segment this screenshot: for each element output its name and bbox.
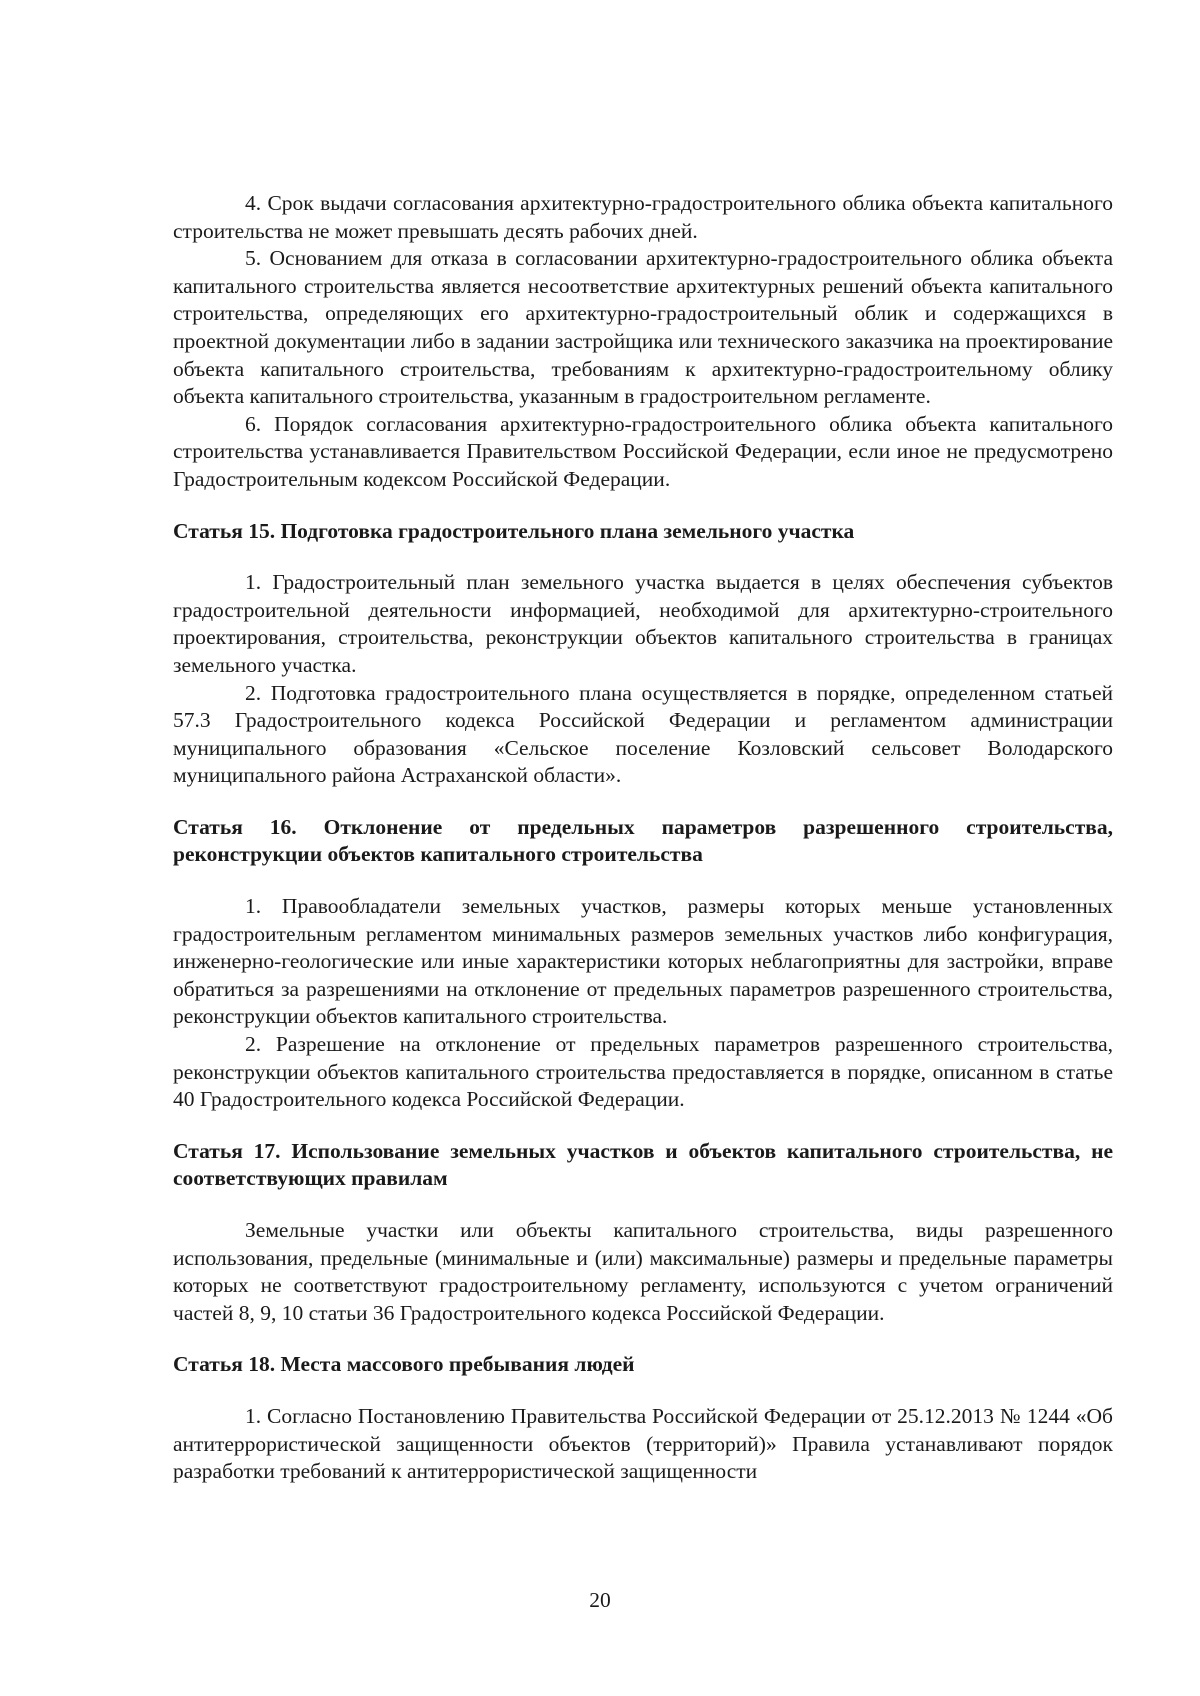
paragraph: 4. Срок выдачи согласования архитектурно-градостроительного облика объекта капитального строительства не может превышать десять рабочих дней.: [173, 191, 1113, 243]
article-15-heading: Статья 15. Подготовка градостроительного плана земельного участка: [173, 518, 855, 543]
paragraph: 1. Согласно Постановлению Правительства Российской Федерации от 25.12.2013 № 1244 «Об антитеррористической защищенности объектов (территорий)» Правила устанавливают порядок разработки требований к антитеррористической защищенности: [173, 1403, 1113, 1484]
paragraph: 2. Разрешение на отклонение от предельных параметров разрешенного строительства, реконструкции объектов капитального строительства предоставляется в порядке, описанном в статье 40 Градостроительного кодекса Российской Федерации.: [173, 1032, 1113, 1112]
paragraph: 1. Правообладатели земельных участков, размеры которых меньше установленных градостроительным регламентом минимальных размеров земельных участков либо конфигурация, инженерно-геологические или иные характеристики которых неблагоприятны для застройки, вправе обратиться за разрешениями на отклонение от предельных параметров разрешенного строительства, реконструкции объектов капитального строительства.: [173, 894, 1113, 1029]
article-18-heading: Статья 18. Места массового пребывания людей: [173, 1352, 635, 1377]
paragraph: 5. Основанием для отказа в согласовании архитектурно-градостроительного облика объекта капитального строительства является несоответствие архитектурных решений объекта капитального строительства, определяющих его архитектурно-градостроительный облик и содержащихся в проектной документации либо в задании застройщика или технического заказчика на проектирование объекта капитального строительства, требованиям к архитектурно-градостроительному облику объекта капитального строительства, указанным в градостроительном регламенте.: [173, 246, 1113, 409]
document-body: [173, 190, 1113, 1486]
article-16-heading: Статья 16. Отклонение от предельных параметров разрешенного строительства, реконструкции объектов капитального строительства: [173, 814, 1113, 867]
paragraph: 6. Порядок согласования архитектурно-градостроительного облика объекта капитального строительства устанавливается Правительством Российской Федерации, если иное не предусмотрено Градостроительным кодексом Российской Федерации.: [173, 411, 1113, 491]
paragraph: 2. Подготовка градостроительного плана осуществляется в порядке, определенном статьей 57.3 Градостроительного кодекса Российской Федерации и регламентом администрации муниципального образования «Сельское поселение Козловский сельсовет Володарского муниципального района Астраханской области».: [173, 680, 1113, 788]
paragraph: Земельные участки или объекты капитального строительства, виды разрешенного использования, предельные (минимальные и (или) максимальные) размеры и предельные параметры которых не соответствуют градостроительному регламенту, используются с учетом ограничений частей 8, 9, 10 статьи 36 Градостроительного кодекса Российской Федерации.: [173, 1218, 1113, 1325]
paragraph: 1. Градостроительный план земельного участка выдается в целях обеспечения субъектов градостроительной деятельности информацией, необходимой для архитектурно-строительного проектирования, строительства, реконструкции объектов капитального строительства в границах земельного участка.: [173, 570, 1113, 677]
page-number: 20: [589, 1588, 611, 1612]
article-17-heading: Статья 17. Использование земельных участков и объектов капитального строительства, не соответствующих правилам: [173, 1138, 1113, 1191]
